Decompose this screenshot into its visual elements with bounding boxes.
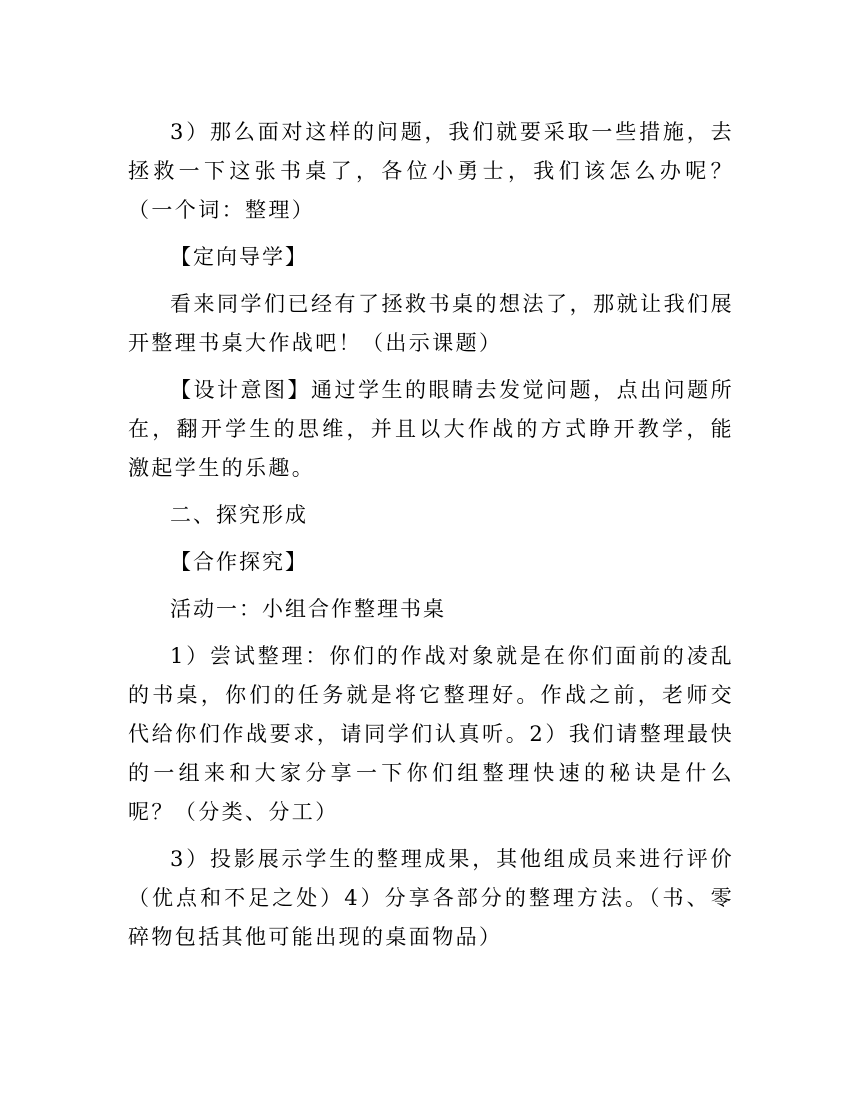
paragraph-topic-intro: 看来同学们已经有了拯救书桌的想法了，那就让我们展开整理书桌大作战吧！（出示课题） bbox=[128, 292, 734, 355]
document-body bbox=[128, 113, 734, 965]
section-heading-inquiry: 二、探究形成 bbox=[170, 503, 308, 527]
activity-title: 活动一：小组合作整理书桌 bbox=[170, 597, 446, 621]
paragraph-design-intent: 【设计意图】通过学生的眼睛去发觉问题，点出问题所在，翻开学生的思维，并且以大作战的方式睁开教学，能激起学生的乐趣。 bbox=[128, 378, 734, 480]
paragraph-steps-3-4: 3）投影展示学生的整理成果，其他组成员来进行评价（优点和不足之处）4）分享各部分的整理方法。（书、零碎物包括其他可能出现的桌面物品） bbox=[128, 847, 734, 949]
section-label-cooperative-inquiry: 【合作探究】 bbox=[170, 550, 308, 574]
paragraph-steps-1-2: 1）尝试整理：你们的作战对象就是在你们面前的凌乱的书桌，你们的任务就是将它整理好。作战之前，老师交代给你们作战要求，请同学们认真听。2）我们请整理最快的一组来和大家分享一下你们组整理快速的秘诀是什么呢？（分类、分工） bbox=[128, 644, 734, 824]
paragraph-step-3: 3）那么面对这样的问题，我们就要采取一些措施，去拯救一下这张书桌了，各位小勇士，我们该怎么办呢？（一个词：整理） bbox=[128, 120, 734, 222]
section-label-guided-learning: 【定向导学】 bbox=[170, 245, 308, 269]
